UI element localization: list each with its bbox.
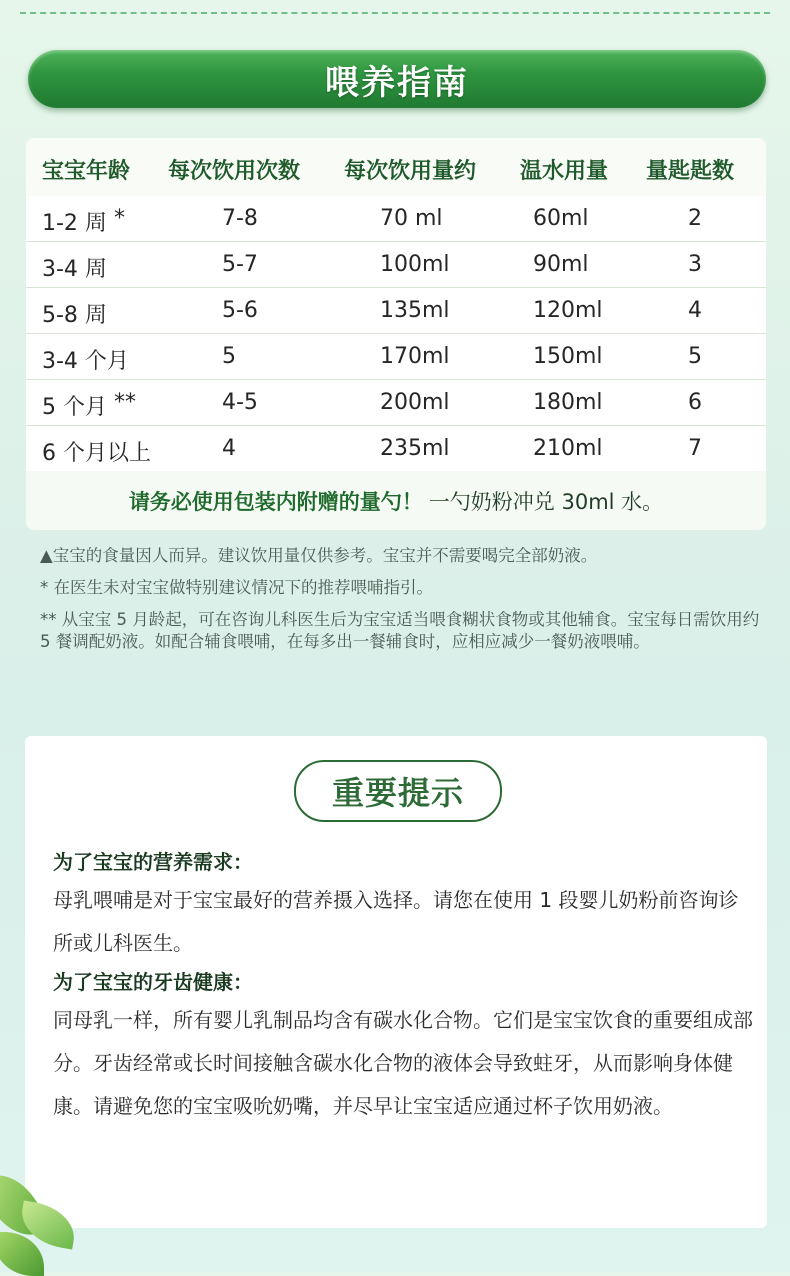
tip-section-nutrition xyxy=(53,846,753,965)
cell-amount: 70 ml xyxy=(380,206,443,231)
header-times: 每次饮用次数 xyxy=(168,159,301,184)
cell-scoops: 7 xyxy=(688,436,702,461)
table-row xyxy=(26,242,766,288)
tips-title: 重要提示 xyxy=(331,774,464,812)
cell-amount: 135ml xyxy=(380,298,450,323)
cell-water: 210ml xyxy=(533,436,603,461)
tip-section-teeth xyxy=(53,966,753,1128)
cell-amount: 235ml xyxy=(380,436,450,461)
header-water: 温水用量 xyxy=(520,159,609,184)
footnote: * 在医生未对宝宝做特别建议情况下的推荐喂哺指引。 xyxy=(40,578,433,597)
important-tips-card xyxy=(25,736,767,1228)
footnote: ** 从宝宝 5 月龄起，可在咨询儿科医生后为宝宝适当喂食糊状食物或其他辅食。宝宝每日需饮用约 5 餐调配奶液。如配合辅食喂哺，在每多出一餐辅食时，应相应减少一餐奶液喂哺。 xyxy=(40,610,760,651)
cell-scoops: 4 xyxy=(688,298,702,323)
cell-amount: 100ml xyxy=(380,252,450,277)
header-age: 宝宝年龄 xyxy=(42,159,131,184)
cell-age: 5 个月 ** xyxy=(42,390,136,420)
cell-scoops: 3 xyxy=(688,252,702,277)
scoop-note xyxy=(26,472,766,530)
cell-age: 5-8 周 xyxy=(42,303,107,328)
cell-times: 7-8 xyxy=(222,206,258,231)
table-row xyxy=(26,426,766,471)
cell-scoops: 6 xyxy=(688,390,702,415)
banner-title: 喂养指南 xyxy=(325,62,469,103)
cell-age: 1-2 周 * xyxy=(42,206,125,236)
top-dashed-divider xyxy=(20,12,770,14)
cell-times: 4-5 xyxy=(222,390,258,415)
table-row xyxy=(26,196,766,242)
tips-title-badge xyxy=(294,760,502,822)
cell-water: 90ml xyxy=(533,252,589,277)
cell-scoops: 2 xyxy=(688,206,702,231)
table-header-row xyxy=(26,138,766,196)
header-scoops: 量匙匙数 xyxy=(646,159,735,184)
cell-times: 4 xyxy=(222,436,236,461)
footnotes xyxy=(40,545,760,663)
table-row xyxy=(26,288,766,334)
header-amount: 每次饮用量约 xyxy=(344,159,477,184)
cell-times: 5 xyxy=(222,344,236,369)
feeding-guide-banner xyxy=(28,50,766,108)
cell-age: 6 个月以上 xyxy=(42,441,151,466)
footnote: ▲宝宝的食量因人而异。建议饮用量仅供参考。宝宝并不需要喝完全部奶液。 xyxy=(40,546,598,565)
cell-water: 60ml xyxy=(533,206,589,231)
cell-water: 180ml xyxy=(533,390,603,415)
table-row xyxy=(26,334,766,380)
tip-heading: 为了宝宝的牙齿健康： xyxy=(53,970,253,994)
cell-scoops: 5 xyxy=(688,344,702,369)
tip-heading: 为了宝宝的营养需求： xyxy=(53,850,253,874)
cell-age: 3-4 个月 xyxy=(42,349,129,374)
cell-times: 5-6 xyxy=(222,298,258,323)
feeding-table xyxy=(26,138,766,530)
cell-age: 3-4 周 xyxy=(42,257,107,282)
table-body xyxy=(26,196,766,471)
cell-water: 150ml xyxy=(533,344,603,369)
cell-times: 5-7 xyxy=(222,252,258,277)
tip-body: 母乳喂哺是对于宝宝最好的营养摄入选择。请您在使用 1 段婴儿奶粉前咨询诊所或儿科医生。 xyxy=(53,888,739,955)
cell-amount: 170ml xyxy=(380,344,450,369)
cell-amount: 200ml xyxy=(380,390,450,415)
tip-body: 同母乳一样，所有婴儿乳制品均含有碳水化合物。它们是宝宝饮食的重要组成部分。牙齿经常或长时间接触含碳水化合物的液体会导致蛀牙，从而影响身体健康。请避免您的宝宝吸吮奶嘴，并尽早让宝宝适应通过杯子饮用奶液。 xyxy=(53,1008,753,1118)
table-row xyxy=(26,380,766,426)
scoop-note-bold: 请务必使用包装内附赠的量勺！ xyxy=(128,490,423,514)
cell-water: 120ml xyxy=(533,298,603,323)
scoop-note-rest: 一勺奶粉冲兑 30ml 水。 xyxy=(428,490,664,514)
